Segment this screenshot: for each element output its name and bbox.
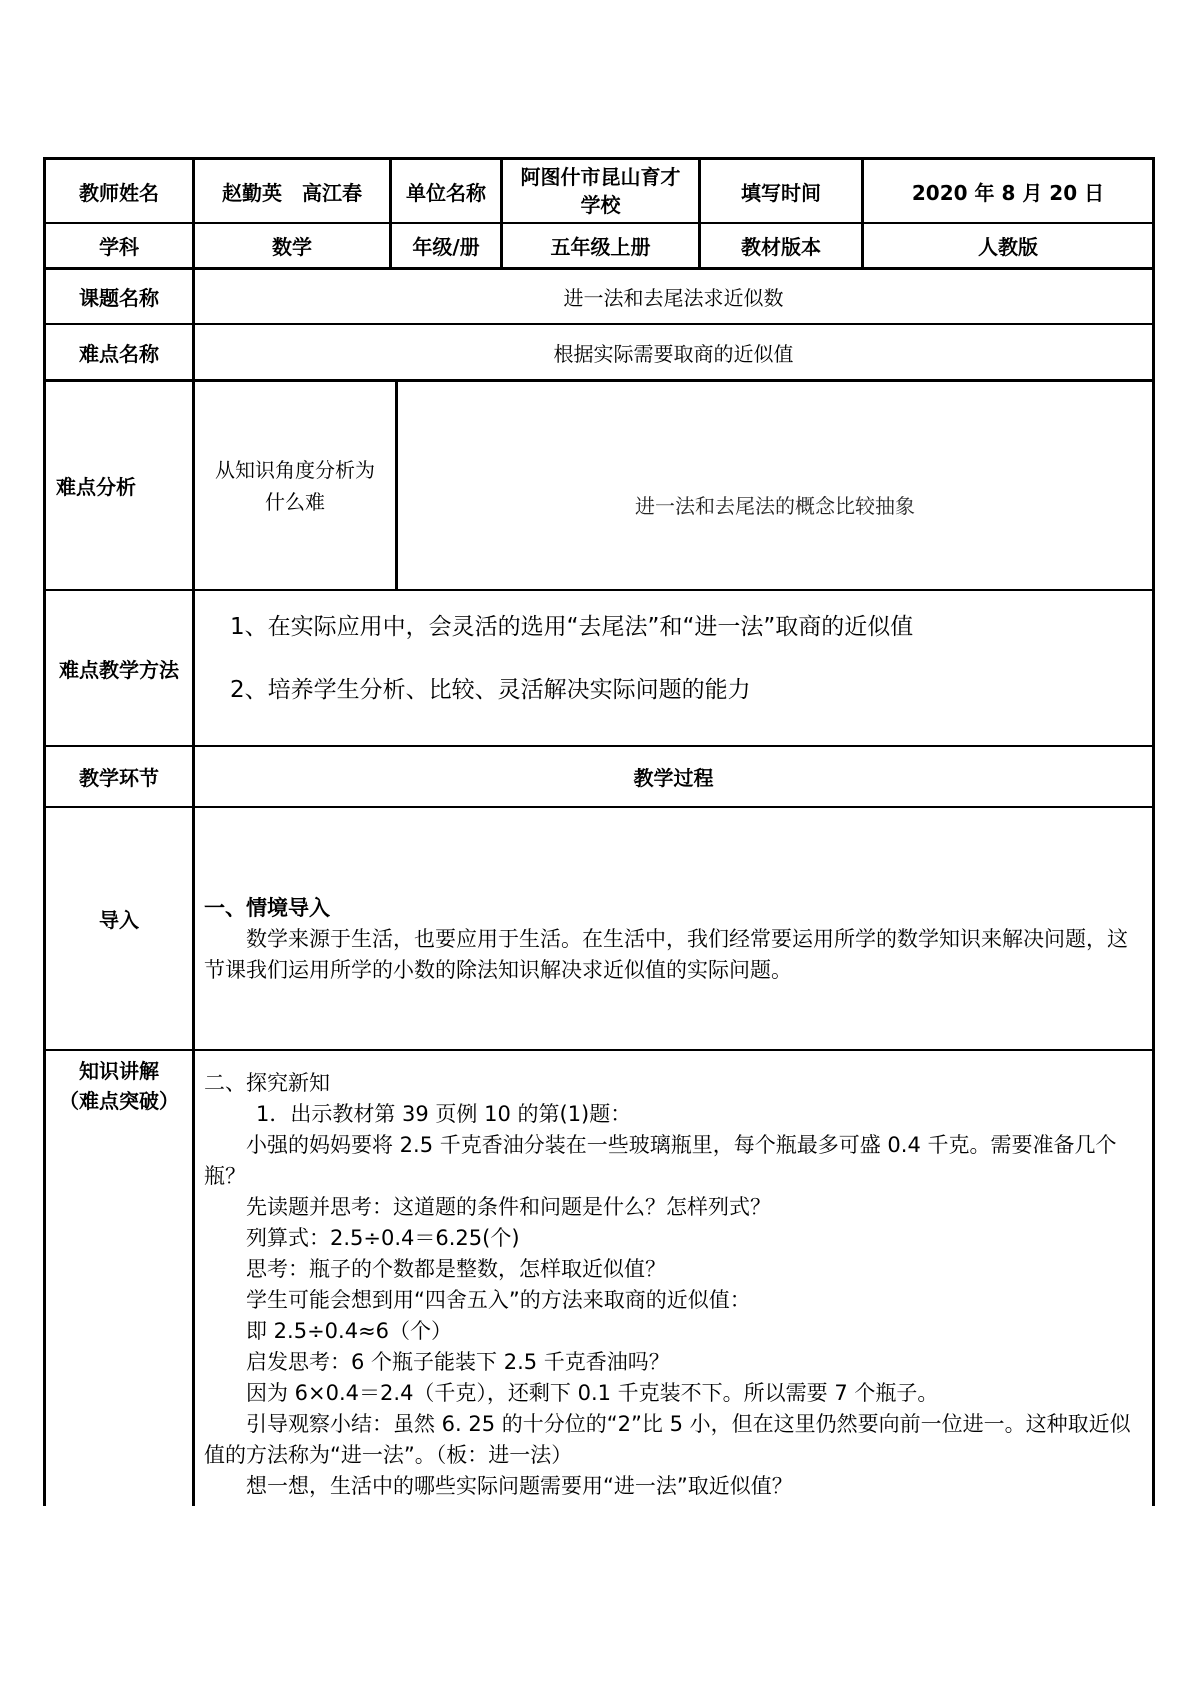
knowledge-line: 小强的妈妈要将 2.5 千克香油分装在一些玻璃瓶里，每个瓶最多可盛 0.4 千克。需要准备几个瓶？: [204, 1133, 1117, 1188]
knowledge-line: 因为 6×0.4＝2.4（千克），还剩下 0.1 千克装不下。所以需要 7 个瓶子。: [246, 1381, 939, 1405]
knowledge-line: 思考：瓶子的个数都是整数，怎样取近似值？: [246, 1257, 666, 1281]
table-border-right: [1152, 157, 1155, 1506]
knowledge-line: 1．出示教材第 39 页例 10 的第(1)题：: [256, 1102, 632, 1126]
knowledge-line: 引导观察小结：虽然 6. 25 的十分位的“2”比 5 小，但在这里仍然要向前一位进一。这种取近似值的方法称为“进一法”。（板：进一法）: [204, 1412, 1131, 1467]
unit-label: 单位名称: [406, 180, 486, 205]
knowledge-line: 先读题并思考：这道题的条件和问题是什么？怎样列式？: [246, 1195, 771, 1219]
date-label: 填写时间: [741, 180, 821, 205]
intro-content: [204, 893, 1146, 986]
subject-label: 学科: [99, 235, 139, 259]
knowledge-content: [204, 1068, 1146, 1502]
unit-value: 阿图什市昆山育才学校: [520, 165, 681, 217]
method-item-2: 2、培养学生分析、比较、灵活解决实际问题的能力: [230, 677, 751, 703]
knowledge-line: 列算式：2.5÷0.4＝6.25(个): [246, 1226, 520, 1250]
knowledge-line: 即 2.5÷0.4≈6（个）: [246, 1319, 453, 1343]
methods-label: 难点教学方法: [59, 657, 179, 682]
method-item-1: 1、在实际应用中，会灵活的选用“去尾法”和“进一法”取商的近似值: [230, 614, 914, 640]
knowledge-line: 想一想，生活中的哪些实际问题需要用“进一法”取近似值？: [246, 1474, 793, 1498]
teacher-label: 教师姓名: [79, 180, 159, 205]
topic-label: 课题名称: [79, 286, 159, 310]
teacher-value: 赵勤英 高江春: [222, 180, 362, 205]
edition-label: 教材版本: [741, 235, 821, 259]
intro-heading: 一、情境导入: [204, 896, 330, 920]
process-value: 教学过程: [633, 766, 714, 790]
analysis-label: 难点分析: [56, 475, 136, 499]
intro-label: 导入: [99, 908, 139, 932]
process-label: 教学环节: [79, 766, 159, 790]
analysis-value: 进一法和去尾法的概念比较抽象: [635, 494, 915, 518]
date-value: 2020 年 8 月 20 日: [911, 180, 1105, 205]
difficulty-value: 根据实际需要取商的近似值: [553, 341, 794, 366]
grade-label: 年级/册: [412, 235, 480, 259]
topic-value: 进一法和去尾法求近似数: [563, 286, 784, 310]
analysis-sublabel: 从知识角度分析为什么难: [215, 457, 375, 514]
knowledge-label-line2: （难点突破）: [59, 1089, 179, 1113]
subject-value: 数学: [272, 235, 312, 259]
knowledge-heading: 二、探究新知: [204, 1071, 330, 1095]
knowledge-label-line1: 知识讲解: [79, 1059, 159, 1083]
edition-value: 人教版: [978, 235, 1038, 259]
knowledge-label: [46, 1056, 192, 1116]
knowledge-line: 启发思考：6 个瓶子能装下 2.5 千克香油吗？: [246, 1350, 670, 1374]
difficulty-label: 难点名称: [79, 341, 159, 366]
grade-value: 五年级上册: [550, 235, 651, 259]
knowledge-line: 学生可能会想到用“四舍五入”的方法来取商的近似值：: [246, 1288, 751, 1312]
intro-text: 数学来源于生活，也要应用于生活。在生活中，我们经常要运用所学的数学知识来解决问题，这节课我们运用所学的小数的除法知识解决求近似值的实际问题。: [204, 927, 1128, 982]
